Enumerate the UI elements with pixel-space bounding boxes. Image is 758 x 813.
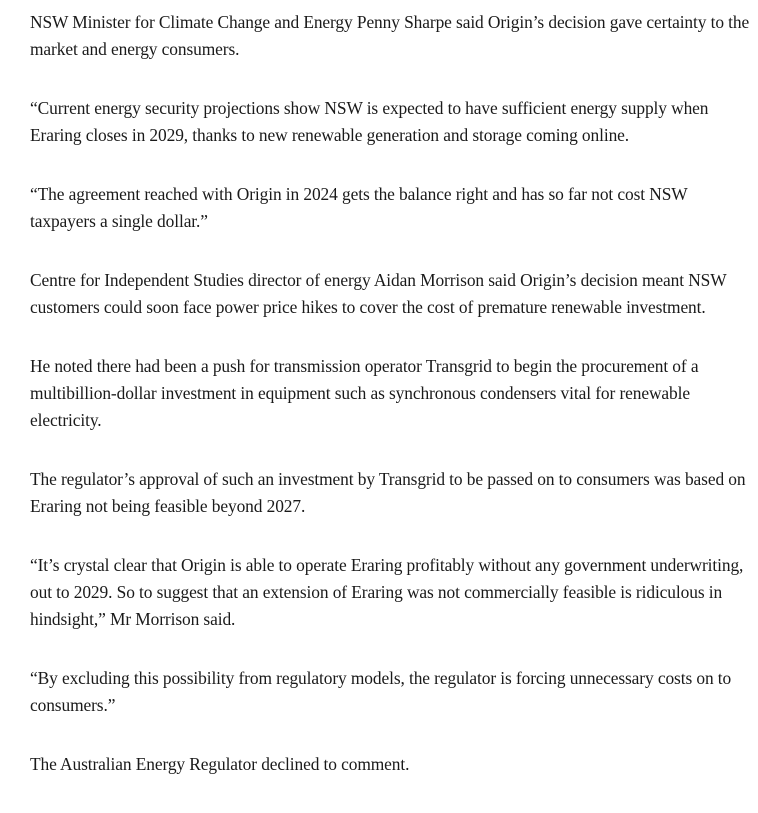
paragraph: “The agreement reached with Origin in 2024 gets the balance right and has so far not cost NSW taxpayers a single dollar.” xyxy=(30,184,688,231)
paragraph: “It’s crystal clear that Origin is able to operate Eraring profitably without any government underwriting, out to 2029. So to suggest that an extension of Eraring was not commercially feasible is ridiculous in hindsight,” Mr Morrison said. xyxy=(30,555,744,629)
article-body xyxy=(30,9,752,778)
paragraph: He noted there had been a push for transmission operator Transgrid to begin the procurement of a multibillion-dollar investment in equipment such as synchronous condensers vital for renewable electricity. xyxy=(30,356,699,430)
paragraph: NSW Minister for Climate Change and Energy Penny Sharpe said Origin’s decision gave certainty to the market and energy consumers. xyxy=(30,12,750,59)
paragraph: “By excluding this possibility from regulatory models, the regulator is forcing unnecessary costs on to consumers.” xyxy=(30,668,732,715)
paragraph: Centre for Independent Studies director of energy Aidan Morrison said Origin’s decision meant NSW customers could soon face power price hikes to cover the cost of premature renewable investment. xyxy=(30,270,727,317)
paragraph: The Australian Energy Regulator declined to comment. xyxy=(30,754,410,774)
paragraph: “Current energy security projections show NSW is expected to have sufficient energy supply when Eraring closes in 2029, thanks to new renewable generation and storage coming online. xyxy=(30,98,709,145)
paragraph: The regulator’s approval of such an investment by Transgrid to be passed on to consumers was based on Eraring not being feasible beyond 2027. xyxy=(30,469,746,516)
